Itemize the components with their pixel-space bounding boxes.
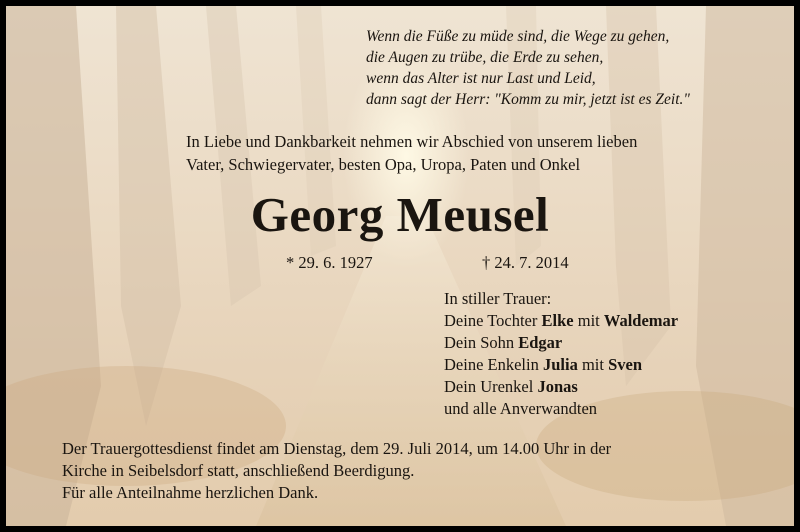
mourner-name: Jonas: [537, 377, 578, 396]
poem-line: dann sagt der Herr: "Komm zu mir, jetzt ist es Zeit.": [366, 91, 690, 108]
mourner-granddaughter: [444, 354, 678, 376]
mourner-son: [444, 332, 678, 354]
mourner-relation: Dein Sohn: [444, 333, 519, 352]
intro-line-1: In Liebe und Dankbarkeit nehmen wir Abschied von unserem lieben: [186, 132, 638, 151]
mourner-relation: Dein Urenkel: [444, 377, 538, 396]
mourner-connector: mit: [573, 311, 604, 330]
mourner-connector: mit: [577, 355, 609, 374]
mourner-relation: Deine Tochter: [444, 311, 542, 330]
intro-line-2: Vater, Schwiegervater, besten Opa, Uropa, Paten und Onkel: [186, 155, 581, 174]
mourner-name: Sven: [608, 355, 643, 374]
mourner-others: und alle Anverwandten: [444, 399, 598, 418]
birth-date: * 29. 6. 1927: [286, 253, 373, 272]
poem-line: die Augen zu trübe, die Erde zu sehen,: [366, 49, 604, 66]
death-date: † 24. 7. 2014: [482, 253, 569, 272]
intro-text: [186, 130, 637, 176]
mourner-name: Waldemar: [603, 311, 679, 330]
service-line-2: Kirche in Seibelsdorf statt, anschließend Beerdigung.: [62, 461, 415, 480]
service-info: [62, 438, 611, 504]
mourner-relation: Deine Enkelin: [444, 355, 543, 374]
mourner-name: Edgar: [518, 333, 563, 352]
poem: [366, 26, 690, 110]
obituary-card: [6, 6, 794, 526]
deceased-name: Georg Meusel: [250, 187, 550, 242]
mourner-name: Julia: [542, 355, 578, 374]
thanks-line: Für alle Anteilnahme herzlichen Dank.: [62, 483, 319, 502]
mourners-list: [444, 288, 678, 420]
mourners-heading: In stiller Trauer:: [444, 289, 552, 308]
mourner-daughter: [444, 310, 678, 332]
mourner-great-grandson: [444, 376, 678, 398]
poem-line: Wenn die Füße zu müde sind, die Wege zu gehen,: [366, 28, 670, 45]
mourner-name: Elke: [541, 311, 574, 330]
poem-line: wenn das Alter ist nur Last und Leid,: [366, 70, 596, 87]
service-line-1: Der Trauergottesdienst findet am Dienstag, dem 29. Juli 2014, um 14.00 Uhr in der: [62, 439, 612, 458]
